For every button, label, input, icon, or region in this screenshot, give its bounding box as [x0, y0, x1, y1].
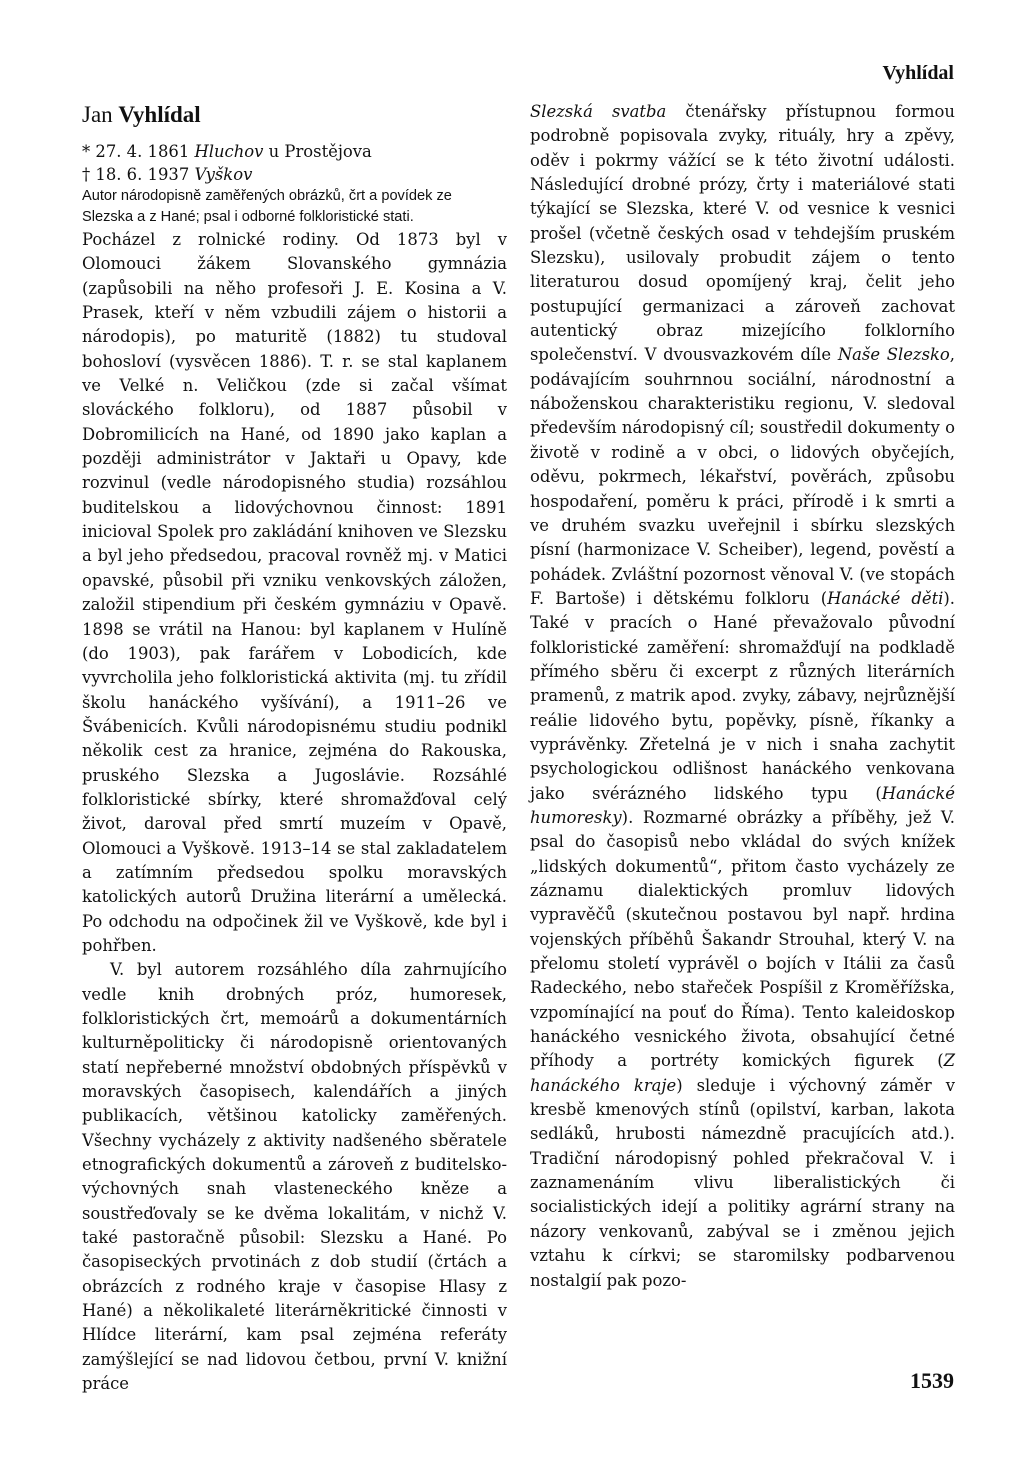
work-title: Z hanáckého kraje	[530, 1051, 955, 1095]
birth-line	[82, 140, 507, 163]
abstract: Autor národopisně zaměřených obrázků, črt a povídek ze Slezska a z Hané; psal i odborné folkloristické stati.	[82, 188, 452, 225]
work-title: Hanácké humoresky	[530, 783, 955, 827]
author-name	[82, 100, 507, 130]
author-first-name: Jan	[82, 102, 113, 127]
death-date: † 18. 6. 1937	[82, 165, 190, 184]
death-line	[82, 163, 507, 186]
author-surname: Vyhlídal	[118, 102, 201, 127]
birth-place-suffix: u Prostějova	[268, 142, 372, 161]
birth-date: * 27. 4. 1861	[82, 142, 190, 161]
body-paragraph: Pocházel z rolnické rodiny. Od 1873 byl v Olomouci žákem Slovanského gymnázia (zapůsobili na něho profesoři J. E. Kosina a V. Prasek, kteří v něm vzbudili zájem o historii a národopis), po maturitě (1882) tu studoval bohosloví (vysvěcen 1886). T. r. se stal kaplanem ve Velké n. Veličkou (zde si začal všímat slováckého folkloru), od 1887 působil v Dobromilicích na Hané, od 1890 jako kaplan a později administrátor v Jaktaři u Opavy, kde rozvinul (vedle národopisného studia) rozsáhlou buditelskou a lidovýchovnou činnost: 1891 inicioval Spolek pro zakládání knihoven ve Slezsku a byl jeho předsedou, pracoval rovněž mj. v Matici opavské, působil při vzniku venkovských záložen, založil stipendium při českém gymnáziu v Opavě. 1898 se vrátil na Hanou: byl kaplanem v Hulíně (do 1903), pak farářem v Lobodicích, kde vyvrcholila jeho folkloristická aktivita (mj. tu zřídil školu hanáckého vyšívání), a 1911–26 ve Švábenicích. Kvůli národopisnému studiu podnikl několik cest za hranice, zejména do Rakouska, pruského Slezska a Jugoslávie. Rozsáhlé folkloristické sbírky, které shromažďoval celý život, daroval před smrtí muzeím v Opavě, Olomouci a Vyškově. 1913–14 se stal zakladatelem a zatímním předsedou spolku moravských katolických autorů Družina literární a umělecká. Po odchodu na odpočinek žil ve Vyškově, kde byl i pohřben.	[82, 230, 507, 955]
running-head: Vyhlídal	[882, 62, 954, 84]
work-title: Slezská svatba	[530, 102, 667, 121]
left-column	[82, 100, 507, 1397]
body-paragraph-continued	[530, 100, 955, 1293]
page-number: 1539	[910, 1368, 954, 1393]
text-run: ). Také v pracích o Hané převažovalo původní folkloristické zaměření: shromažďují na podkladě přímého sběru či excerpt z různých literárních pramenů, z matrik apod. zvyky, zábavy, nejrůznější reálie lidového bytu, popěvky, písně, říkanky a vyprávěnky. Zřetelná je v nich i snaha zachytit psychologickou odlišnost hanáckého venkovana jako svérázného lidského typu (	[530, 588, 956, 803]
right-column	[530, 100, 955, 1293]
text-run: , podávajícím souhrnnou sociální, národnostní a náboženskou charakteristiku regionu, V. sledoval především národopisný cíl; soustředil dokumenty o životě v rodině a v obci, o lidových obyčejích, oděvu, pokrmech, lékařství, pověrách, způsobu hospodaření, poměru k práci, přírodě i k smrti a ve druhém svazku uveřejnil i sbírku slezských písní (harmonizace V. Scheiber), legend, pověstí a pohádek. Zvláštní pozornost věnoval V. (ve stopách F. Bartoše) i dětskému folkloru (	[530, 345, 955, 608]
body-paragraph-start: V. byl autorem rozsáhlého díla zahrnujícího vedle knih drobných próz, humoresek, folkloristických črt, memoárů a dokumentárních kulturněpoliticky či národopisně orientovaných statí nepřeberné množství obdobných příspěvků v moravských časopisech, kalendářích a jiných publikacích, většinou katolicky zaměřených. Všechny vycházely z aktivity nadšeného sběratele etnografických dokumentů a zároveň z buditelsko-výchovných snah vlasteneckého kněze a soustřeďovaly se ke dvěma lokalitám, v nichž V. také pastoračně působil: Slezsku a Hané. Po časopiseckých prvotinách z dob studií (črtách a obrázcích z rodného kraje v časopise Hlasy z Hané) a několikaleté literárněkritické činnosti v Hlídce literární, kam psal zejména referáty zamýšlející se nad lidovou četbou, první V. knižní práce	[82, 960, 507, 1394]
work-title: Hanácké děti	[827, 588, 944, 608]
text-run: čtenářsky přístupnou formou podrobně popisovala zvyky, rituály, hry a zpěvy, oděv i pokrmy vážící se k této životní události. Následující drobné prózy, črty i materiálové stati týkající se Slezska, které V. od vesnice k vesnici prošel (včetně českých osad v tehdejším pruském Slezsku), usilovaly probudit zájem o tento literaturou dosud opomíjený kraj, čelit jeho postupující germanizaci a zároveň zachovat autentický obraz mizejícího folklorního společenství. V dvousvazkovém díle	[530, 102, 955, 365]
text-run: ). Rozmarné obrázky a příběhy, jež V. psal do časopisů nebo vkládal do svých knížek „lidských dokumentů“, přitom často vycházely ze záznamu dialektických promluv lidových vypravěčů (skutečnou postavou byl např. hrdina vojenských příběhů Šakandr Strouhal, který V. na přelomu století vyprávěl o bojích v Itálii za časů Radeckého, nebo stařeček Pospíšil z Kroměřížska, vzpomínající na pouť do Říma). Tento kaleidoskop hanáckého vesnického života, obsahující četné příhody a portréty komických figurek (	[530, 807, 955, 1071]
death-place: Vyškov	[194, 165, 253, 184]
birth-place: Hluchov	[194, 142, 264, 161]
work-title: Naše Slezsko	[837, 345, 950, 365]
text-run: ) sleduje i výchovný záměr v kresbě kmenových stínů (opilství, karban, lakota sedláků, hrubosti námezdně pracujících atd.). Tradiční národopisný pohled překračoval V. i zaznamenáním vlivu liberalistických či socialistických idejí a politiky agrární strany na názory venkovanů, zabýval se i změnou jejich vztahu k církvi; se staromilsky podbarvenou nostalgií pak pozo-	[530, 1075, 955, 1290]
